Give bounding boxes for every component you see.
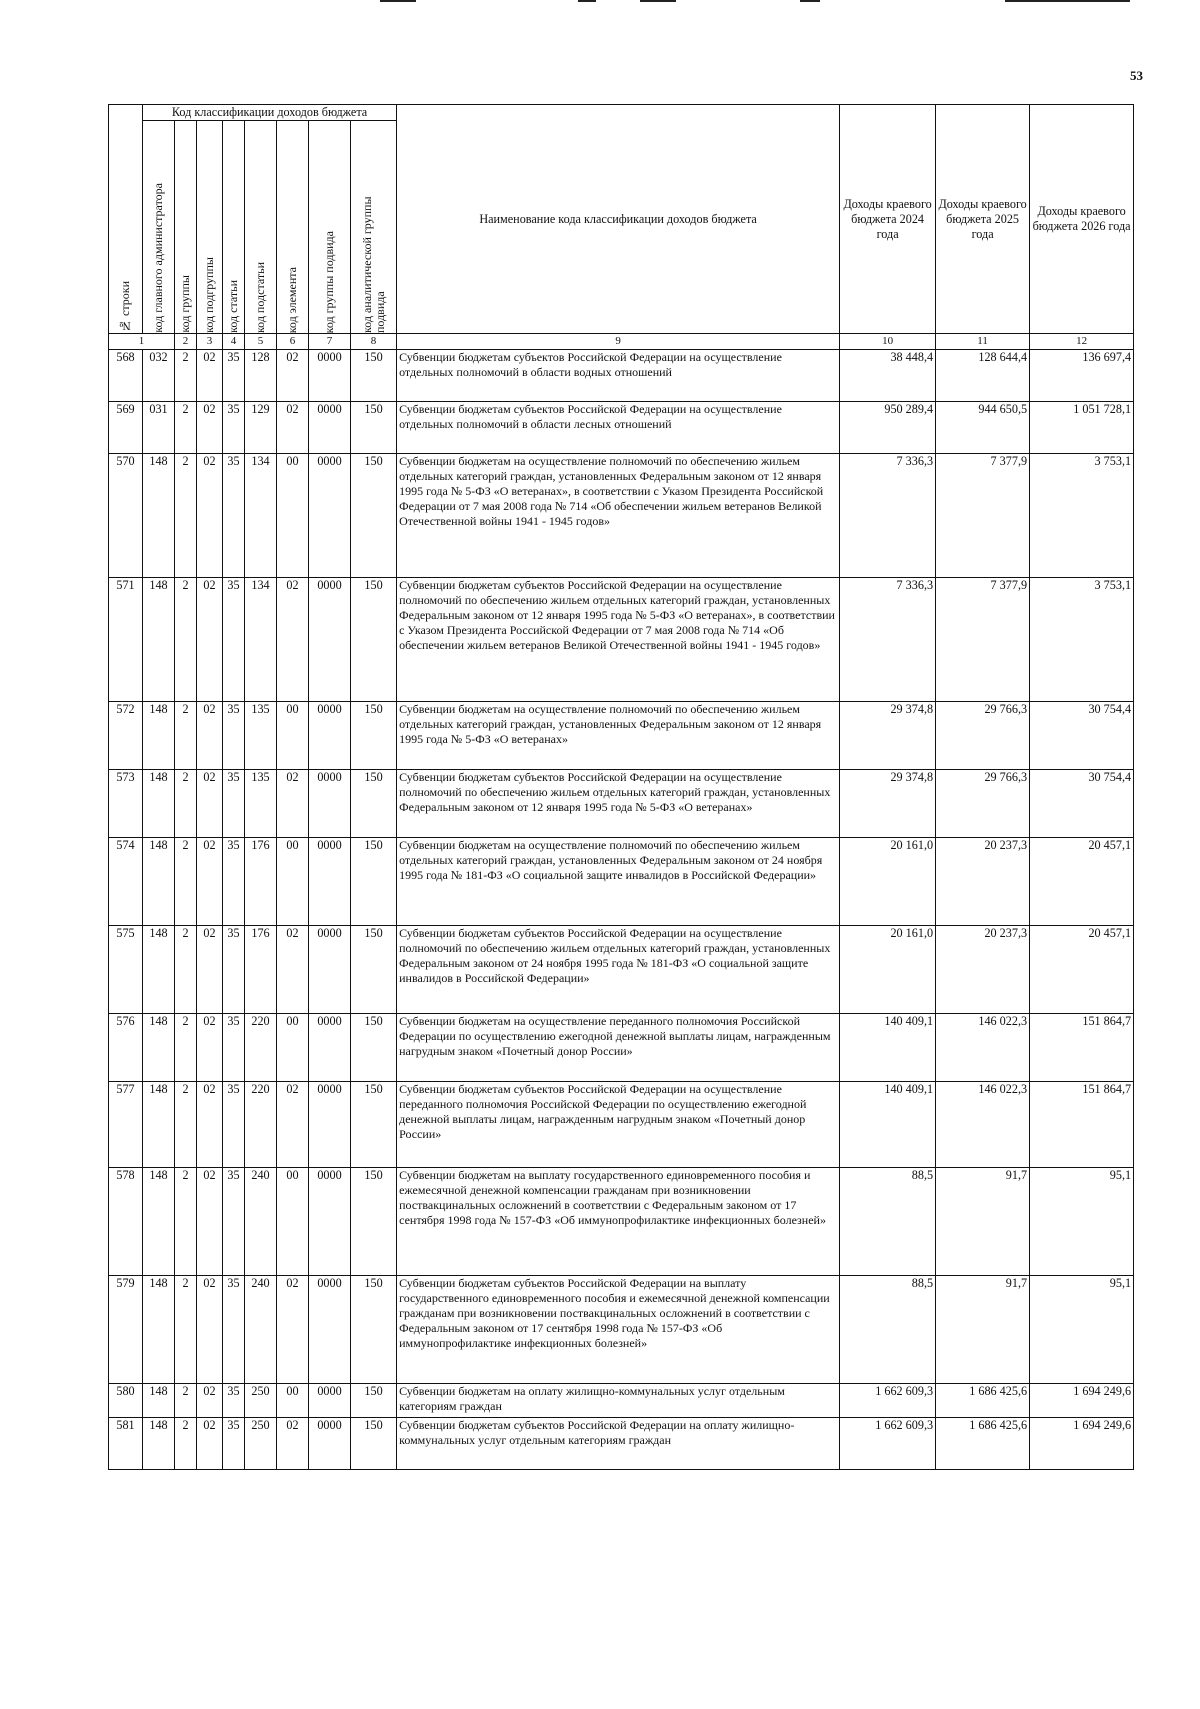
- income-classification-table: [108, 104, 1134, 1470]
- income-name: Субвенции бюджетам на осуществление полномочий по обеспечению жильем отдельных категорий граждан, установленных Федеральным законом от 12 января 1995 года № 5-ФЗ «О ветеранах», в соответствии с Указом Президента Российской Федерации от 7 мая 2008 года № 714 «Об обеспечении жильем ветеранов Великой Отечественной войны 1941 - 1945 годов»: [397, 454, 840, 578]
- income-2026: 3 753,1: [1030, 454, 1134, 578]
- element-code: 02: [277, 1276, 309, 1384]
- subtype-group-code: 0000: [309, 1082, 351, 1168]
- income-2024: 950 289,4: [840, 402, 936, 454]
- table-row: [109, 770, 1134, 838]
- admin-code: 148: [143, 1168, 175, 1276]
- subarticle-code: 220: [245, 1082, 277, 1168]
- subgroup-code: 02: [197, 1384, 223, 1418]
- subarticle-code: 250: [245, 1418, 277, 1470]
- subarticle-code: 250: [245, 1384, 277, 1418]
- header-income-2026: Доходы краевого бюджета 2026 года: [1030, 105, 1134, 334]
- header-classification-code: Код классификации доходов бюджета: [143, 105, 397, 121]
- income-2024: 1 662 609,3: [840, 1418, 936, 1470]
- income-2025: 91,7: [936, 1168, 1030, 1276]
- column-number: 8: [351, 334, 397, 350]
- subarticle-code: 240: [245, 1276, 277, 1384]
- admin-code: 148: [143, 454, 175, 578]
- subtype-group-code: 0000: [309, 1168, 351, 1276]
- row-number: 574: [109, 838, 143, 926]
- income-2025: 146 022,3: [936, 1082, 1030, 1168]
- element-code: 02: [277, 926, 309, 1014]
- analytic-group-code: 150: [351, 770, 397, 838]
- column-number: 2: [175, 334, 197, 350]
- header-analytic-group-code: код аналитической группы подвида: [351, 121, 397, 334]
- column-number: 12: [1030, 334, 1134, 350]
- income-2025: 1 686 425,6: [936, 1384, 1030, 1418]
- income-2025: 20 237,3: [936, 926, 1030, 1014]
- row-number: 578: [109, 1168, 143, 1276]
- income-name: Субвенции бюджетам субъектов Российской Федерации на осуществление полномочий по обеспечению жильем отдельных категорий граждан, установленных Федеральным законом от 12 января 1995 года № 5-ФЗ «О ветеранах»: [397, 770, 840, 838]
- header-income-2025: Доходы краевого бюджета 2025 года: [936, 105, 1030, 334]
- income-2024: 140 409,1: [840, 1014, 936, 1082]
- element-code: 00: [277, 702, 309, 770]
- admin-code: 148: [143, 838, 175, 926]
- income-name: Субвенции бюджетам субъектов Российской Федерации на осуществление отдельных полномочий в области водных отношений: [397, 350, 840, 402]
- income-2026: 151 864,7: [1030, 1014, 1134, 1082]
- income-2026: 1 694 249,6: [1030, 1384, 1134, 1418]
- row-number: 570: [109, 454, 143, 578]
- income-name: Субвенции бюджетам субъектов Российской Федерации на выплату государственного единовременного пособия и ежемесячной денежной компенсации гражданам при возникновении поствакцинальных осложнений в соответствии с Федеральным законом от 17 сентября 1998 года № 157-ФЗ «Об иммунопрофилактике инфекционных болезней»: [397, 1276, 840, 1384]
- analytic-group-code: 150: [351, 926, 397, 1014]
- subtype-group-code: 0000: [309, 926, 351, 1014]
- subarticle-code: 135: [245, 770, 277, 838]
- row-number: 579: [109, 1276, 143, 1384]
- income-2025: 944 650,5: [936, 402, 1030, 454]
- income-2024: 7 336,3: [840, 454, 936, 578]
- admin-code: 148: [143, 1014, 175, 1082]
- column-number: 6: [277, 334, 309, 350]
- subarticle-code: 135: [245, 702, 277, 770]
- subarticle-code: 220: [245, 1014, 277, 1082]
- analytic-group-code: 150: [351, 1014, 397, 1082]
- scan-edge-mark: [640, 0, 676, 2]
- group-code: 2: [175, 454, 197, 578]
- table-row: [109, 402, 1134, 454]
- column-number: 11: [936, 334, 1030, 350]
- row-number: 568: [109, 350, 143, 402]
- income-2026: 30 754,4: [1030, 770, 1134, 838]
- income-name: Субвенции бюджетам на осуществление переданного полномочия Российской Федерации по осуществлению ежегодной денежной выплаты лицам, награжденным нагрудным знаком «Почетный донор России»: [397, 1014, 840, 1082]
- admin-code: 148: [143, 926, 175, 1014]
- subgroup-code: 02: [197, 1418, 223, 1470]
- table-row: [109, 1276, 1134, 1384]
- column-number: 9: [397, 334, 840, 350]
- group-code: 2: [175, 1418, 197, 1470]
- group-code: 2: [175, 1384, 197, 1418]
- income-name: Субвенции бюджетам на осуществление полномочий по обеспечению жильем отдельных категорий граждан, установленных Федеральным законом от 12 января 1995 года № 5-ФЗ «О ветеранах»: [397, 702, 840, 770]
- admin-code: 031: [143, 402, 175, 454]
- admin-code: 148: [143, 578, 175, 702]
- group-code: 2: [175, 770, 197, 838]
- element-code: 02: [277, 1082, 309, 1168]
- income-name: Субвенции бюджетам на выплату государственного единовременного пособия и ежемесячной денежной компенсации гражданам при возникновении поствакцинальных осложнений в соответствии с Федеральным законом от 17 сентября 1998 года № 157-ФЗ «Об иммунопрофилактике инфекционных болезней»: [397, 1168, 840, 1276]
- table-row: [109, 1384, 1134, 1418]
- subarticle-code: 240: [245, 1168, 277, 1276]
- table-row: [109, 1014, 1134, 1082]
- article-code: 35: [223, 926, 245, 1014]
- income-name: Субвенции бюджетам субъектов Российской Федерации на осуществление полномочий по обеспечению жильем отдельных категорий граждан, установленных Федеральным законом от 24 ноября 1995 года № 181-ФЗ «О социальной защите инвалидов в Российской Федерации»: [397, 926, 840, 1014]
- header-group-code: код группы: [175, 121, 197, 334]
- table-row: [109, 1082, 1134, 1168]
- subgroup-code: 02: [197, 454, 223, 578]
- row-number: 575: [109, 926, 143, 1014]
- income-2024: 1 662 609,3: [840, 1384, 936, 1418]
- subarticle-code: 129: [245, 402, 277, 454]
- table-row: [109, 454, 1134, 578]
- scan-edge-mark: [380, 0, 416, 2]
- income-2026: 136 697,4: [1030, 350, 1134, 402]
- income-2026: 3 753,1: [1030, 578, 1134, 702]
- analytic-group-code: 150: [351, 1168, 397, 1276]
- row-number: 580: [109, 1384, 143, 1418]
- income-2025: 29 766,3: [936, 702, 1030, 770]
- subgroup-code: 02: [197, 702, 223, 770]
- income-2024: 38 448,4: [840, 350, 936, 402]
- scan-edge-mark: [1005, 0, 1130, 2]
- income-2025: 20 237,3: [936, 838, 1030, 926]
- income-name: Субвенции бюджетам субъектов Российской Федерации на осуществление переданного полномочия Российской Федерации по осуществлению ежегодной денежной выплаты лицам, награжденным нагрудным знаком «Почетный донор России»: [397, 1082, 840, 1168]
- subgroup-code: 02: [197, 1276, 223, 1384]
- header-article-code: код статьи: [223, 121, 245, 334]
- subgroup-code: 02: [197, 1168, 223, 1276]
- analytic-group-code: 150: [351, 1384, 397, 1418]
- header-subgroup-code: код подгруппы: [197, 121, 223, 334]
- admin-code: 148: [143, 1082, 175, 1168]
- header-name: Наименование кода классификации доходов бюджета: [397, 105, 840, 334]
- analytic-group-code: 150: [351, 454, 397, 578]
- analytic-group-code: 150: [351, 1418, 397, 1470]
- admin-code: 148: [143, 1276, 175, 1384]
- subgroup-code: 02: [197, 838, 223, 926]
- group-code: 2: [175, 926, 197, 1014]
- income-2026: 20 457,1: [1030, 838, 1134, 926]
- income-2024: 88,5: [840, 1276, 936, 1384]
- income-2026: 20 457,1: [1030, 926, 1134, 1014]
- subarticle-code: 134: [245, 454, 277, 578]
- header-subarticle-code: код подстатьи: [245, 121, 277, 334]
- analytic-group-code: 150: [351, 578, 397, 702]
- subtype-group-code: 0000: [309, 350, 351, 402]
- column-number: 5: [245, 334, 277, 350]
- analytic-group-code: 150: [351, 838, 397, 926]
- column-number: 1: [109, 334, 175, 350]
- subgroup-code: 02: [197, 1014, 223, 1082]
- subgroup-code: 02: [197, 350, 223, 402]
- subtype-group-code: 0000: [309, 402, 351, 454]
- group-code: 2: [175, 1014, 197, 1082]
- article-code: 35: [223, 1082, 245, 1168]
- subtype-group-code: 0000: [309, 1384, 351, 1418]
- article-code: 35: [223, 1014, 245, 1082]
- income-2025: 7 377,9: [936, 454, 1030, 578]
- element-code: 00: [277, 1168, 309, 1276]
- header-income-2024: Доходы краевого бюджета 2024 года: [840, 105, 936, 334]
- income-2024: 29 374,8: [840, 702, 936, 770]
- income-name: Субвенции бюджетам на осуществление полномочий по обеспечению жильем отдельных категорий граждан, установленных Федеральным законом от 24 ноября 1995 года № 181-ФЗ «О социальной защите инвалидов в Российской Федерации»: [397, 838, 840, 926]
- group-code: 2: [175, 838, 197, 926]
- income-2026: 95,1: [1030, 1276, 1134, 1384]
- subarticle-code: 134: [245, 578, 277, 702]
- row-number: 577: [109, 1082, 143, 1168]
- group-code: 2: [175, 1168, 197, 1276]
- income-2026: 1 051 728,1: [1030, 402, 1134, 454]
- income-2025: 128 644,4: [936, 350, 1030, 402]
- row-number: 572: [109, 702, 143, 770]
- table-row: [109, 350, 1134, 402]
- subtype-group-code: 0000: [309, 578, 351, 702]
- article-code: 35: [223, 1168, 245, 1276]
- income-2024: 140 409,1: [840, 1082, 936, 1168]
- article-code: 35: [223, 770, 245, 838]
- admin-code: 148: [143, 1418, 175, 1470]
- income-2025: 91,7: [936, 1276, 1030, 1384]
- element-code: 00: [277, 838, 309, 926]
- subtype-group-code: 0000: [309, 702, 351, 770]
- income-2026: 1 694 249,6: [1030, 1418, 1134, 1470]
- article-code: 35: [223, 578, 245, 702]
- income-2024: 20 161,0: [840, 926, 936, 1014]
- article-code: 35: [223, 454, 245, 578]
- subtype-group-code: 0000: [309, 838, 351, 926]
- subarticle-code: 176: [245, 838, 277, 926]
- header-row-number: № строки: [109, 105, 143, 334]
- header-admin-code: код главного администратора: [143, 121, 175, 334]
- subgroup-code: 02: [197, 578, 223, 702]
- subgroup-code: 02: [197, 402, 223, 454]
- page-number: 53: [1130, 68, 1143, 83]
- column-numbers-row: [109, 334, 1134, 350]
- table-row: [109, 702, 1134, 770]
- element-code: 02: [277, 770, 309, 838]
- scan-edge-mark: [578, 0, 596, 2]
- table-row: [109, 1418, 1134, 1470]
- income-2024: 88,5: [840, 1168, 936, 1276]
- group-code: 2: [175, 350, 197, 402]
- subgroup-code: 02: [197, 1082, 223, 1168]
- row-number: 573: [109, 770, 143, 838]
- table-row: [109, 838, 1134, 926]
- admin-code: 148: [143, 770, 175, 838]
- row-number: 569: [109, 402, 143, 454]
- element-code: 00: [277, 1384, 309, 1418]
- analytic-group-code: 150: [351, 1082, 397, 1168]
- income-2024: 29 374,8: [840, 770, 936, 838]
- income-2026: 30 754,4: [1030, 702, 1134, 770]
- subgroup-code: 02: [197, 926, 223, 1014]
- table-row: [109, 1168, 1134, 1276]
- column-number: 3: [197, 334, 223, 350]
- analytic-group-code: 150: [351, 702, 397, 770]
- article-code: 35: [223, 1418, 245, 1470]
- column-number: 10: [840, 334, 936, 350]
- element-code: 02: [277, 402, 309, 454]
- article-code: 35: [223, 402, 245, 454]
- subtype-group-code: 0000: [309, 1276, 351, 1384]
- group-code: 2: [175, 702, 197, 770]
- group-code: 2: [175, 402, 197, 454]
- column-number: 4: [223, 334, 245, 350]
- income-2025: 1 686 425,6: [936, 1418, 1030, 1470]
- income-2025: 146 022,3: [936, 1014, 1030, 1082]
- analytic-group-code: 150: [351, 402, 397, 454]
- element-code: 00: [277, 454, 309, 578]
- subarticle-code: 128: [245, 350, 277, 402]
- analytic-group-code: 150: [351, 350, 397, 402]
- subtype-group-code: 0000: [309, 454, 351, 578]
- income-name: Субвенции бюджетам на оплату жилищно-коммунальных услуг отдельным категориям граждан: [397, 1384, 840, 1418]
- table-row: [109, 578, 1134, 702]
- article-code: 35: [223, 350, 245, 402]
- element-code: 02: [277, 350, 309, 402]
- subtype-group-code: 0000: [309, 770, 351, 838]
- income-name: Субвенции бюджетам субъектов Российской Федерации на оплату жилищно-коммунальных услуг отдельным категориям граждан: [397, 1418, 840, 1470]
- article-code: 35: [223, 838, 245, 926]
- row-number: 576: [109, 1014, 143, 1082]
- subtype-group-code: 0000: [309, 1014, 351, 1082]
- table-row: [109, 926, 1134, 1014]
- group-code: 2: [175, 578, 197, 702]
- row-number: 581: [109, 1418, 143, 1470]
- admin-code: 148: [143, 702, 175, 770]
- article-code: 35: [223, 1384, 245, 1418]
- income-2026: 95,1: [1030, 1168, 1134, 1276]
- income-2024: 7 336,3: [840, 578, 936, 702]
- income-2026: 151 864,7: [1030, 1082, 1134, 1168]
- income-2025: 29 766,3: [936, 770, 1030, 838]
- analytic-group-code: 150: [351, 1276, 397, 1384]
- scan-edge-mark: [800, 0, 820, 2]
- element-code: 02: [277, 578, 309, 702]
- admin-code: 032: [143, 350, 175, 402]
- income-name: Субвенции бюджетам субъектов Российской Федерации на осуществление полномочий по обеспечению жильем отдельных категорий граждан, установленных Федеральным законом от 12 января 1995 года № 5-ФЗ «О ветеранах», в соответствии с Указом Президента Российской Федерации от 7 мая 2008 года № 714 «Об обеспечении жильем ветеранов Великой Отечественной войны 1941 - 1945 годов»: [397, 578, 840, 702]
- income-name: Субвенции бюджетам субъектов Российской Федерации на осуществление отдельных полномочий в области лесных отношений: [397, 402, 840, 454]
- income-2024: 20 161,0: [840, 838, 936, 926]
- article-code: 35: [223, 702, 245, 770]
- group-code: 2: [175, 1276, 197, 1384]
- income-2025: 7 377,9: [936, 578, 1030, 702]
- element-code: 02: [277, 1418, 309, 1470]
- header-subtype-group-code: код группы подвида: [309, 121, 351, 334]
- subtype-group-code: 0000: [309, 1418, 351, 1470]
- row-number: 571: [109, 578, 143, 702]
- article-code: 35: [223, 1276, 245, 1384]
- subgroup-code: 02: [197, 770, 223, 838]
- admin-code: 148: [143, 1384, 175, 1418]
- column-number: 7: [309, 334, 351, 350]
- group-code: 2: [175, 1082, 197, 1168]
- header-element-code: код элемента: [277, 121, 309, 334]
- subarticle-code: 176: [245, 926, 277, 1014]
- element-code: 00: [277, 1014, 309, 1082]
